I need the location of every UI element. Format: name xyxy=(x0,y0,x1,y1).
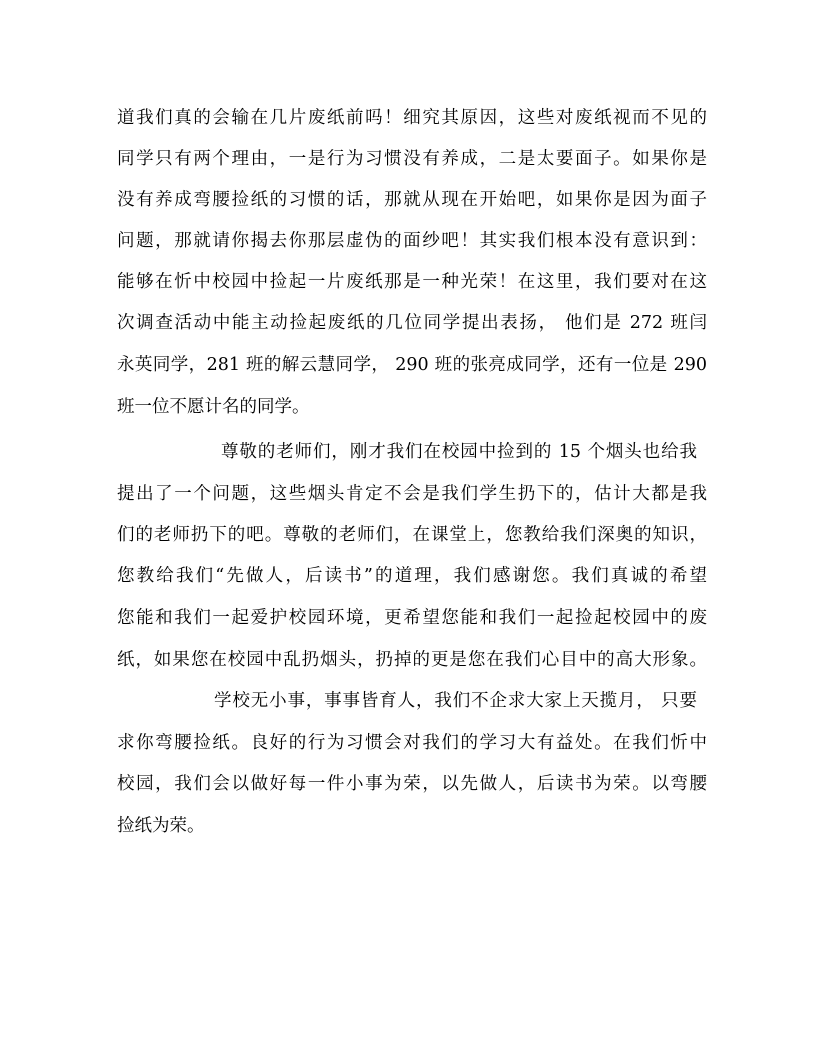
text-line: 纸，如果您在校园中乱扔烟头，扔掉的更是您在我们心目中的高大形象。 xyxy=(117,650,707,670)
text-line: 捡纸为荣。 xyxy=(117,816,205,836)
text-line: 同学只有两个理由，一是行为习惯没有养成，二是太要面子。如果你是 xyxy=(117,149,707,169)
text-line: 们的老师扔下的吧。尊敬的老师们，在课堂上，您教给我们深奥的知识， xyxy=(117,525,707,545)
text-line: 学校无小事，事事皆育人，我们不企求大家上天揽月， 只要 xyxy=(214,691,697,711)
text-line: 问题，那就请你揭去你那层虚伪的面纱吧！其实我们根本没有意识到： xyxy=(117,231,707,251)
text-line: 道我们真的会输在几片废纸前吗！细究其原因，这些对废纸视而不见的 xyxy=(117,108,707,128)
text-line: 您能和我们一起爱护校园环境，更希望您能和我们一起捡起校园中的废 xyxy=(117,608,707,628)
text-line: 您教给我们“先做人，后读书”的道理，我们感谢您。我们真诚的希望 xyxy=(117,566,707,586)
text-line: 永英同学，281 班的解云慧同学， 290 班的张亮成同学，还有一位是 290 xyxy=(117,355,707,375)
text-line: 校园，我们会以做好每一件小事为荣，以先做人，后读书为荣。以弯腰 xyxy=(117,774,707,794)
text-line: 尊敬的老师们，刚才我们在校园中捡到的 15 个烟头也给我 xyxy=(221,442,697,462)
text-line: 求你弯腰捡纸。良好的行为习惯会对我们的学习大有益处。在我们忻中 xyxy=(117,733,707,753)
text-line: 次调查活动中能主动捡起废纸的几位同学提出表扬， 他们是 272 班闫 xyxy=(117,313,707,333)
text-line: 能够在忻中校园中捡起一片废纸那是一种光荣！在这里，我们要对在这 xyxy=(117,272,707,292)
text-line: 没有养成弯腰捡纸的习惯的话，那就从现在开始吧，如果你是因为面子 xyxy=(117,190,707,210)
text-line: 班一位不愿计名的同学。 xyxy=(117,397,310,417)
text-line: 提出了一个问题，这些烟头肯定不会是我们学生扔下的，估计大都是我 xyxy=(117,484,707,504)
